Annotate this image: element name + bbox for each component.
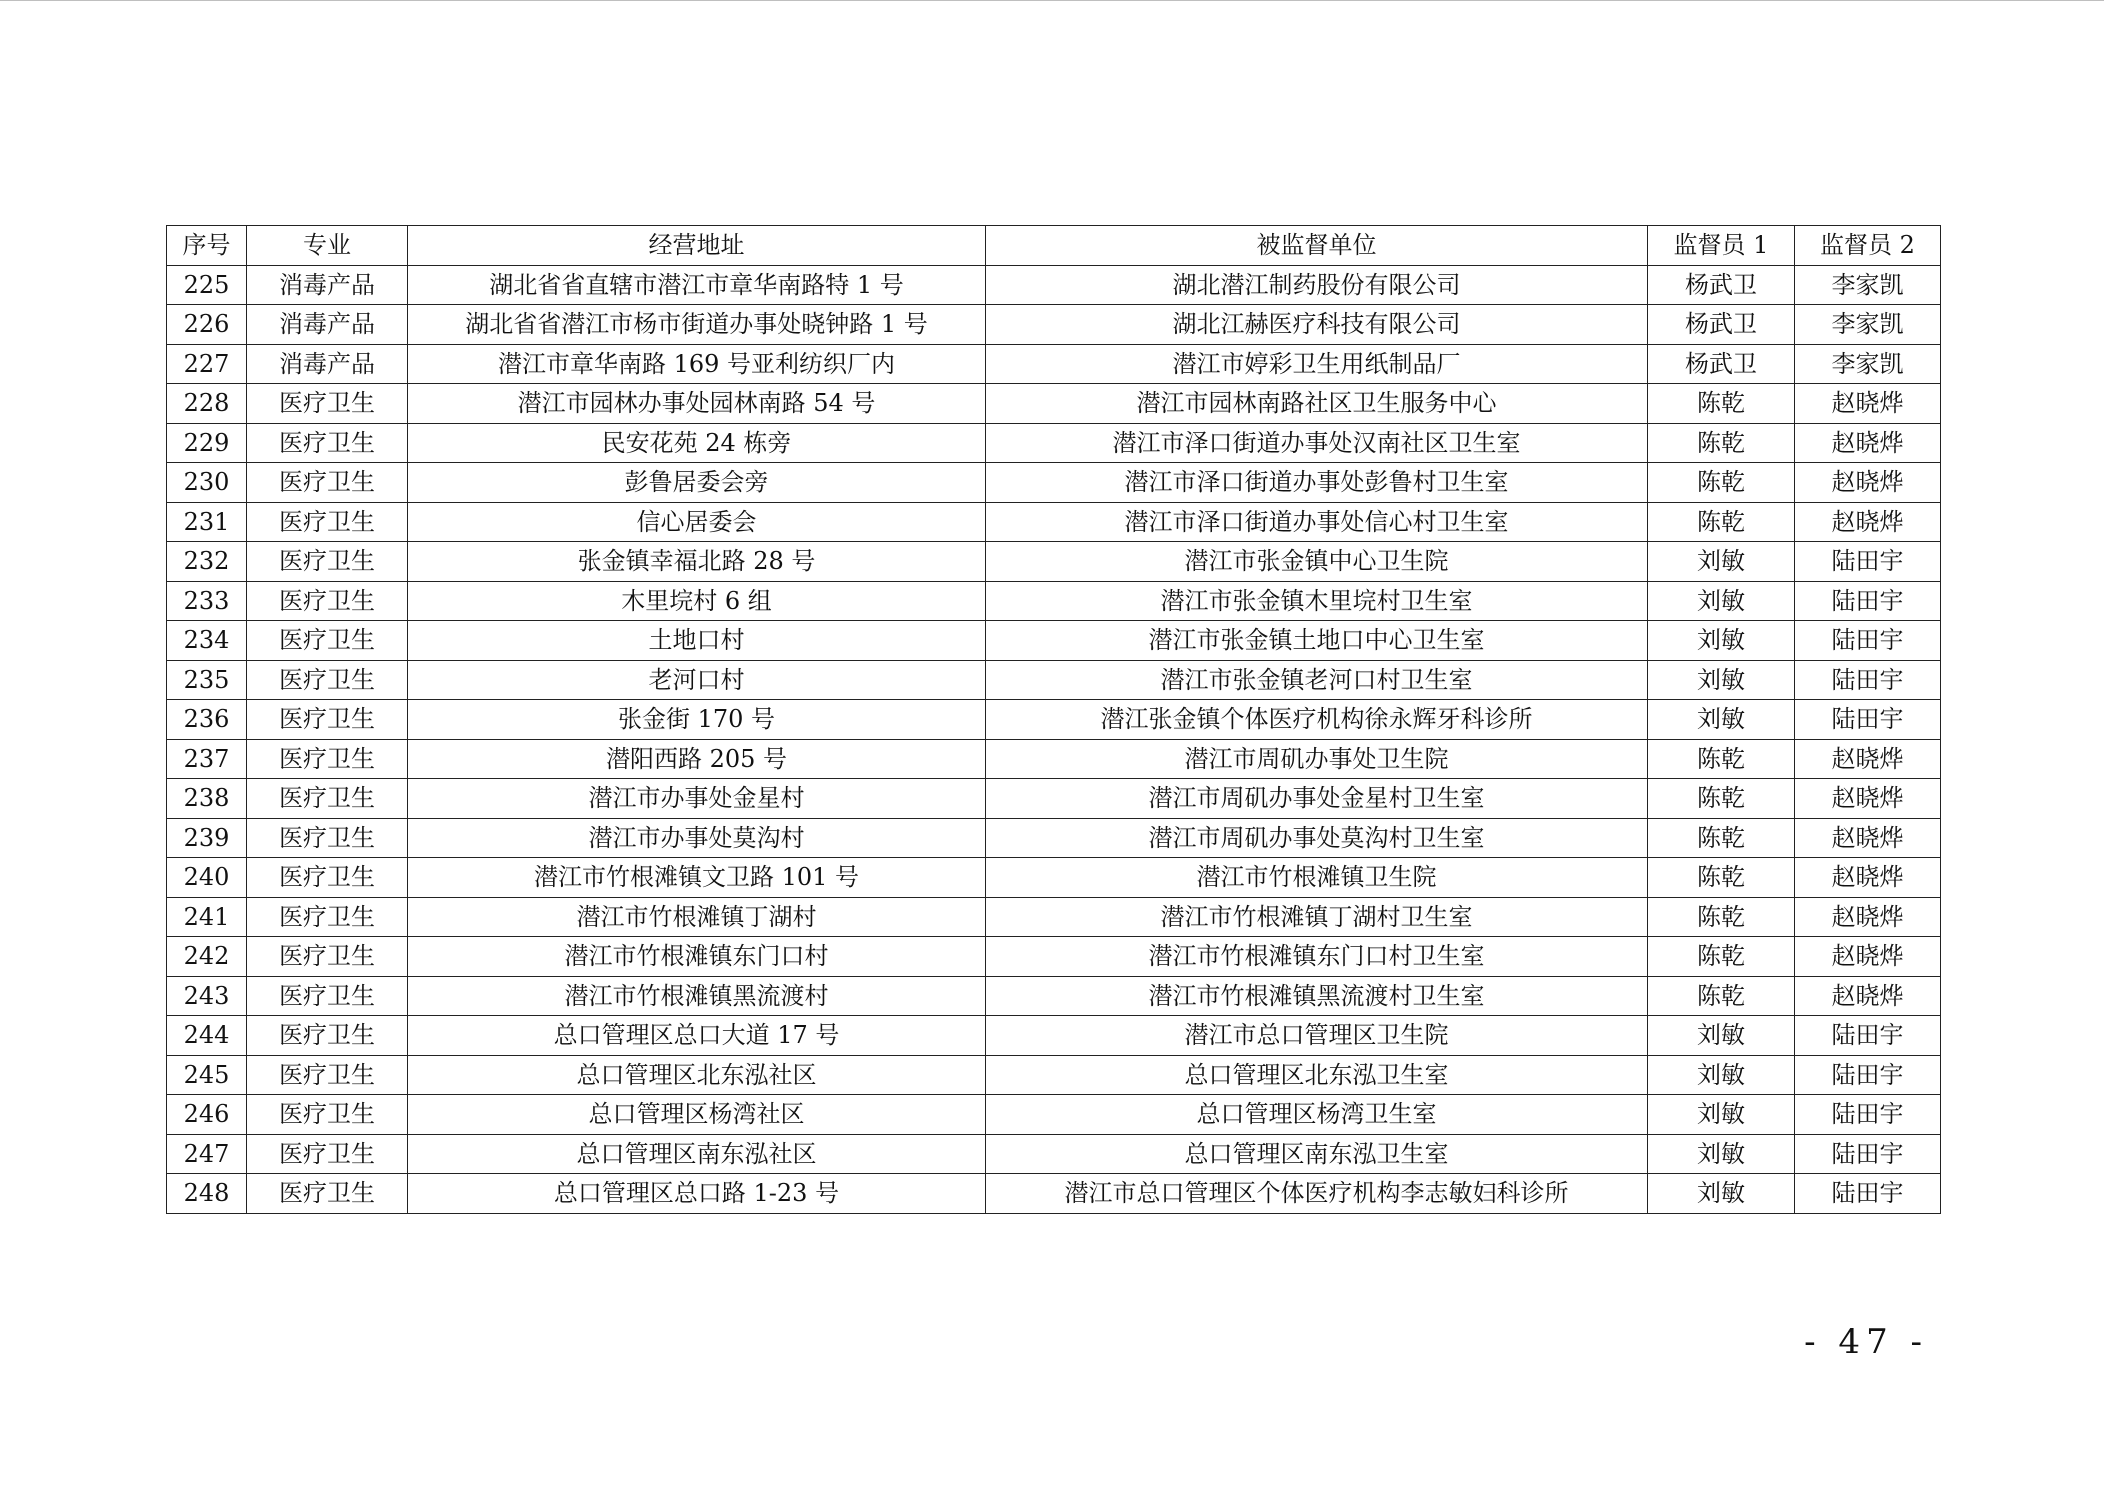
table-row (167, 384, 1941, 424)
table-header (167, 226, 1941, 266)
cell-no: 246 (167, 1095, 247, 1135)
cell-category: 医疗卫生 (247, 1055, 408, 1095)
header-row (167, 226, 1941, 266)
table-row (167, 739, 1941, 779)
cell-unit: 潜江市园林南路社区卫生服务中心 (986, 384, 1648, 424)
cell-no: 231 (167, 502, 247, 542)
table-row (167, 779, 1941, 819)
cell-no: 241 (167, 897, 247, 937)
cell-address: 潜江市办事处莫沟村 (408, 818, 986, 858)
cell-category: 消毒产品 (247, 265, 408, 305)
cell-category: 医疗卫生 (247, 897, 408, 937)
table-row (167, 858, 1941, 898)
header-unit: 被监督单位 (986, 226, 1648, 266)
cell-supervisor-1: 陈乾 (1648, 897, 1795, 937)
cell-category: 医疗卫生 (247, 779, 408, 819)
cell-supervisor-2: 赵晓烨 (1795, 976, 1941, 1016)
cell-supervisor-2: 赵晓烨 (1795, 937, 1941, 977)
table-row (167, 660, 1941, 700)
cell-no: 237 (167, 739, 247, 779)
cell-category: 医疗卫生 (247, 1134, 408, 1174)
cell-unit: 湖北潜江制药股份有限公司 (986, 265, 1648, 305)
cell-address: 张金镇幸福北路 28 号 (408, 542, 986, 582)
cell-unit: 总口管理区北东泓卫生室 (986, 1055, 1648, 1095)
cell-supervisor-1: 杨武卫 (1648, 305, 1795, 345)
table-row (167, 265, 1941, 305)
cell-address: 总口管理区总口路 1-23 号 (408, 1174, 986, 1214)
cell-unit: 潜江市张金镇木里垸村卫生室 (986, 581, 1648, 621)
cell-no: 240 (167, 858, 247, 898)
table-row (167, 976, 1941, 1016)
header-no: 序号 (167, 226, 247, 266)
cell-supervisor-2: 赵晓烨 (1795, 739, 1941, 779)
cell-unit: 潜江市婷彩卫生用纸制品厂 (986, 344, 1648, 384)
cell-unit: 潜江市总口管理区卫生院 (986, 1016, 1648, 1056)
cell-supervisor-2: 赵晓烨 (1795, 384, 1941, 424)
cell-category: 消毒产品 (247, 344, 408, 384)
page-top-rule (0, 0, 2104, 1)
cell-supervisor-2: 陆田宇 (1795, 1016, 1941, 1056)
cell-category: 医疗卫生 (247, 739, 408, 779)
cell-address: 木里垸村 6 组 (408, 581, 986, 621)
cell-category: 医疗卫生 (247, 937, 408, 977)
cell-address: 湖北省省直辖市潜江市章华南路特 1 号 (408, 265, 986, 305)
table-row (167, 305, 1941, 345)
cell-supervisor-2: 陆田宇 (1795, 542, 1941, 582)
cell-supervisor-2: 赵晓烨 (1795, 463, 1941, 503)
cell-address: 潜江市竹根滩镇东门口村 (408, 937, 986, 977)
cell-supervisor-1: 陈乾 (1648, 779, 1795, 819)
cell-unit: 总口管理区南东泓卫生室 (986, 1134, 1648, 1174)
cell-no: 248 (167, 1174, 247, 1214)
cell-no: 239 (167, 818, 247, 858)
cell-unit: 潜江市竹根滩镇东门口村卫生室 (986, 937, 1648, 977)
cell-supervisor-1: 刘敏 (1648, 1055, 1795, 1095)
cell-no: 234 (167, 621, 247, 661)
table-row (167, 463, 1941, 503)
cell-address: 总口管理区杨湾社区 (408, 1095, 986, 1135)
cell-category: 医疗卫生 (247, 581, 408, 621)
cell-supervisor-1: 刘敏 (1648, 1174, 1795, 1214)
cell-supervisor-2: 陆田宇 (1795, 621, 1941, 661)
table-row (167, 937, 1941, 977)
cell-supervisor-2: 陆田宇 (1795, 1134, 1941, 1174)
table-body (167, 265, 1941, 1213)
cell-unit: 潜江市周矶办事处卫生院 (986, 739, 1648, 779)
cell-supervisor-2: 陆田宇 (1795, 581, 1941, 621)
cell-unit: 潜江市周矶办事处莫沟村卫生室 (986, 818, 1648, 858)
header-supervisor-1: 监督员 1 (1648, 226, 1795, 266)
cell-category: 医疗卫生 (247, 660, 408, 700)
cell-category: 医疗卫生 (247, 542, 408, 582)
header-address: 经营地址 (408, 226, 986, 266)
cell-unit: 潜江市竹根滩镇丁湖村卫生室 (986, 897, 1648, 937)
cell-no: 238 (167, 779, 247, 819)
cell-supervisor-2: 李家凯 (1795, 305, 1941, 345)
cell-address: 总口管理区北东泓社区 (408, 1055, 986, 1095)
cell-category: 医疗卫生 (247, 384, 408, 424)
cell-address: 张金街 170 号 (408, 700, 986, 740)
page-number: - 47 - (1804, 1322, 1928, 1362)
cell-no: 245 (167, 1055, 247, 1095)
cell-unit: 潜江市张金镇土地口中心卫生室 (986, 621, 1648, 661)
cell-supervisor-2: 陆田宇 (1795, 1095, 1941, 1135)
cell-address: 总口管理区总口大道 17 号 (408, 1016, 986, 1056)
cell-category: 医疗卫生 (247, 1095, 408, 1135)
cell-supervisor-2: 赵晓烨 (1795, 858, 1941, 898)
cell-category: 医疗卫生 (247, 858, 408, 898)
cell-category: 医疗卫生 (247, 423, 408, 463)
table-row (167, 1055, 1941, 1095)
cell-supervisor-2: 陆田宇 (1795, 660, 1941, 700)
cell-supervisor-2: 陆田宇 (1795, 1174, 1941, 1214)
cell-supervisor-1: 刘敏 (1648, 621, 1795, 661)
cell-unit: 潜江市泽口街道办事处汉南社区卫生室 (986, 423, 1648, 463)
cell-supervisor-2: 陆田宇 (1795, 1055, 1941, 1095)
cell-no: 226 (167, 305, 247, 345)
cell-category: 医疗卫生 (247, 1016, 408, 1056)
cell-address: 信心居委会 (408, 502, 986, 542)
table-row (167, 423, 1941, 463)
cell-address: 土地口村 (408, 621, 986, 661)
cell-supervisor-2: 赵晓烨 (1795, 423, 1941, 463)
table-row (167, 1095, 1941, 1135)
cell-supervisor-1: 刘敏 (1648, 700, 1795, 740)
cell-supervisor-1: 刘敏 (1648, 660, 1795, 700)
cell-supervisor-1: 陈乾 (1648, 463, 1795, 503)
cell-category: 医疗卫生 (247, 502, 408, 542)
cell-unit: 潜江市泽口街道办事处信心村卫生室 (986, 502, 1648, 542)
cell-supervisor-1: 刘敏 (1648, 1095, 1795, 1135)
cell-address: 潜江市办事处金星村 (408, 779, 986, 819)
cell-unit: 潜江市泽口街道办事处彭鲁村卫生室 (986, 463, 1648, 503)
cell-address: 潜江市园林办事处园林南路 54 号 (408, 384, 986, 424)
cell-supervisor-1: 刘敏 (1648, 542, 1795, 582)
cell-no: 230 (167, 463, 247, 503)
cell-supervisor-1: 陈乾 (1648, 818, 1795, 858)
cell-category: 医疗卫生 (247, 976, 408, 1016)
cell-unit: 潜江市竹根滩镇黑流渡村卫生室 (986, 976, 1648, 1016)
cell-no: 227 (167, 344, 247, 384)
cell-unit: 潜江市周矶办事处金星村卫生室 (986, 779, 1648, 819)
cell-address: 潜阳西路 205 号 (408, 739, 986, 779)
cell-supervisor-2: 赵晓烨 (1795, 502, 1941, 542)
cell-supervisor-1: 杨武卫 (1648, 344, 1795, 384)
cell-no: 243 (167, 976, 247, 1016)
cell-unit: 潜江市竹根滩镇卫生院 (986, 858, 1648, 898)
cell-supervisor-2: 李家凯 (1795, 265, 1941, 305)
header-supervisor-2: 监督员 2 (1795, 226, 1941, 266)
cell-unit: 潜江市张金镇老河口村卫生室 (986, 660, 1648, 700)
cell-no: 236 (167, 700, 247, 740)
cell-supervisor-2: 赵晓烨 (1795, 818, 1941, 858)
cell-no: 228 (167, 384, 247, 424)
cell-address: 老河口村 (408, 660, 986, 700)
cell-supervisor-2: 李家凯 (1795, 344, 1941, 384)
table-row (167, 542, 1941, 582)
cell-address: 潜江市竹根滩镇文卫路 101 号 (408, 858, 986, 898)
table-row (167, 1174, 1941, 1214)
table-row (167, 1016, 1941, 1056)
cell-no: 233 (167, 581, 247, 621)
table-row (167, 344, 1941, 384)
cell-supervisor-1: 陈乾 (1648, 937, 1795, 977)
cell-no: 232 (167, 542, 247, 582)
table-row (167, 818, 1941, 858)
cell-supervisor-1: 陈乾 (1648, 858, 1795, 898)
cell-address: 彭鲁居委会旁 (408, 463, 986, 503)
supervision-table (166, 225, 1941, 1214)
cell-address: 民安花苑 24 栋旁 (408, 423, 986, 463)
cell-no: 242 (167, 937, 247, 977)
cell-supervisor-2: 赵晓烨 (1795, 897, 1941, 937)
cell-no: 247 (167, 1134, 247, 1174)
cell-supervisor-1: 杨武卫 (1648, 265, 1795, 305)
table-row (167, 700, 1941, 740)
header-category: 专业 (247, 226, 408, 266)
cell-address: 湖北省省潜江市杨市街道办事处晓钟路 1 号 (408, 305, 986, 345)
cell-supervisor-1: 陈乾 (1648, 502, 1795, 542)
table-row (167, 502, 1941, 542)
cell-no: 225 (167, 265, 247, 305)
cell-supervisor-1: 陈乾 (1648, 739, 1795, 779)
cell-supervisor-1: 刘敏 (1648, 581, 1795, 621)
cell-address: 潜江市章华南路 169 号亚利纺织厂内 (408, 344, 986, 384)
table-row (167, 1134, 1941, 1174)
cell-supervisor-1: 刘敏 (1648, 1016, 1795, 1056)
cell-supervisor-1: 陈乾 (1648, 384, 1795, 424)
cell-category: 医疗卫生 (247, 621, 408, 661)
cell-unit: 潜江市总口管理区个体医疗机构李志敏妇科诊所 (986, 1174, 1648, 1214)
cell-no: 229 (167, 423, 247, 463)
cell-category: 医疗卫生 (247, 700, 408, 740)
cell-supervisor-2: 赵晓烨 (1795, 779, 1941, 819)
cell-unit: 湖北江赫医疗科技有限公司 (986, 305, 1648, 345)
cell-address: 潜江市竹根滩镇丁湖村 (408, 897, 986, 937)
cell-unit: 潜江市张金镇中心卫生院 (986, 542, 1648, 582)
cell-supervisor-1: 刘敏 (1648, 1134, 1795, 1174)
cell-unit: 总口管理区杨湾卫生室 (986, 1095, 1648, 1135)
table-row (167, 581, 1941, 621)
cell-category: 医疗卫生 (247, 463, 408, 503)
cell-address: 潜江市竹根滩镇黑流渡村 (408, 976, 986, 1016)
cell-category: 医疗卫生 (247, 1174, 408, 1214)
cell-category: 医疗卫生 (247, 818, 408, 858)
cell-unit: 潜江张金镇个体医疗机构徐永辉牙科诊所 (986, 700, 1648, 740)
cell-supervisor-1: 陈乾 (1648, 423, 1795, 463)
cell-no: 235 (167, 660, 247, 700)
cell-supervisor-2: 陆田宇 (1795, 700, 1941, 740)
cell-no: 244 (167, 1016, 247, 1056)
table-row (167, 897, 1941, 937)
table-row (167, 621, 1941, 661)
cell-supervisor-1: 陈乾 (1648, 976, 1795, 1016)
cell-category: 消毒产品 (247, 305, 408, 345)
cell-address: 总口管理区南东泓社区 (408, 1134, 986, 1174)
